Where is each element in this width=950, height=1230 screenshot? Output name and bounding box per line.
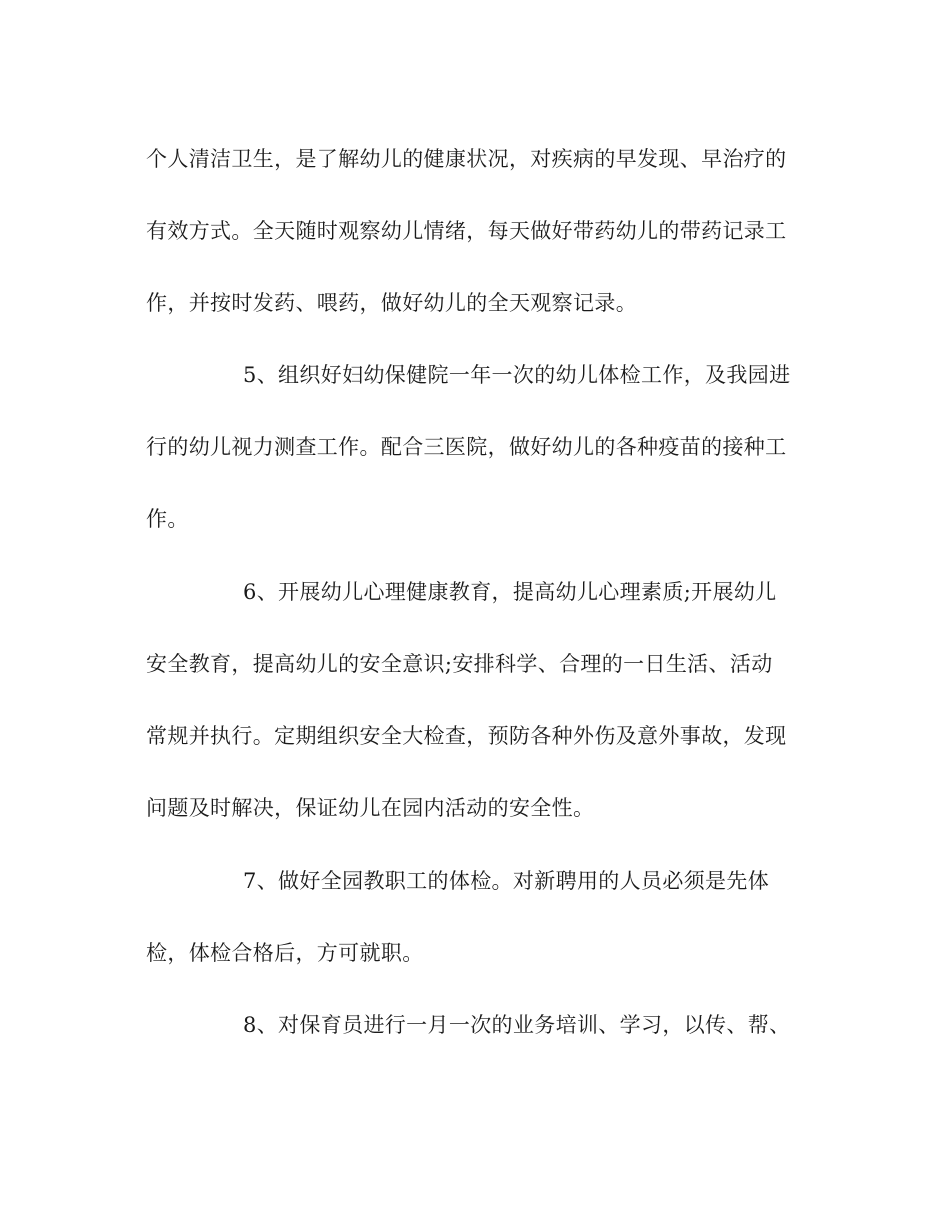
- text-line: 问题及时解决，保证幼儿在园内活动的安全性。: [146, 796, 595, 820]
- text-line: 检，体检合格后，方可就职。: [146, 941, 424, 965]
- paragraph-6-start: 6、开展幼儿心理健康教育，提高幼儿心理素质;开展幼儿: [243, 580, 777, 604]
- text-line: 安全教育，提高幼儿的安全意识;安排科学、合理的一日生活、活动: [146, 652, 773, 676]
- paragraph-5-start: 5、组织好妇幼保健院一年一次的幼儿体检工作，及我园进: [243, 363, 791, 387]
- paragraph-7-start: 7、做好全园教职工的体检。对新聘用的人员必须是先体: [243, 869, 770, 893]
- text-line: 作。: [146, 507, 189, 531]
- paragraph-8-start: 8、对保育员进行一月一次的业务培训、学习，以传、帮、: [243, 1013, 791, 1037]
- text-line: 有效方式。全天随时观察幼儿情绪，每天做好带药幼儿的带药记录工: [146, 219, 787, 243]
- text-line: 行的幼儿视力测查工作。配合三医院，做好幼儿的各种疫苗的接种工: [146, 435, 787, 459]
- text-line: 常规并执行。定期组织安全大检查，预防各种外伤及意外事故，发现: [146, 724, 787, 748]
- text-line: 个人清洁卫生，是了解幼儿的健康状况，对疾病的早发现、早治疗的: [146, 147, 787, 171]
- text-line: 作，并按时发药、喂药，做好幼儿的全天观察记录。: [146, 291, 638, 315]
